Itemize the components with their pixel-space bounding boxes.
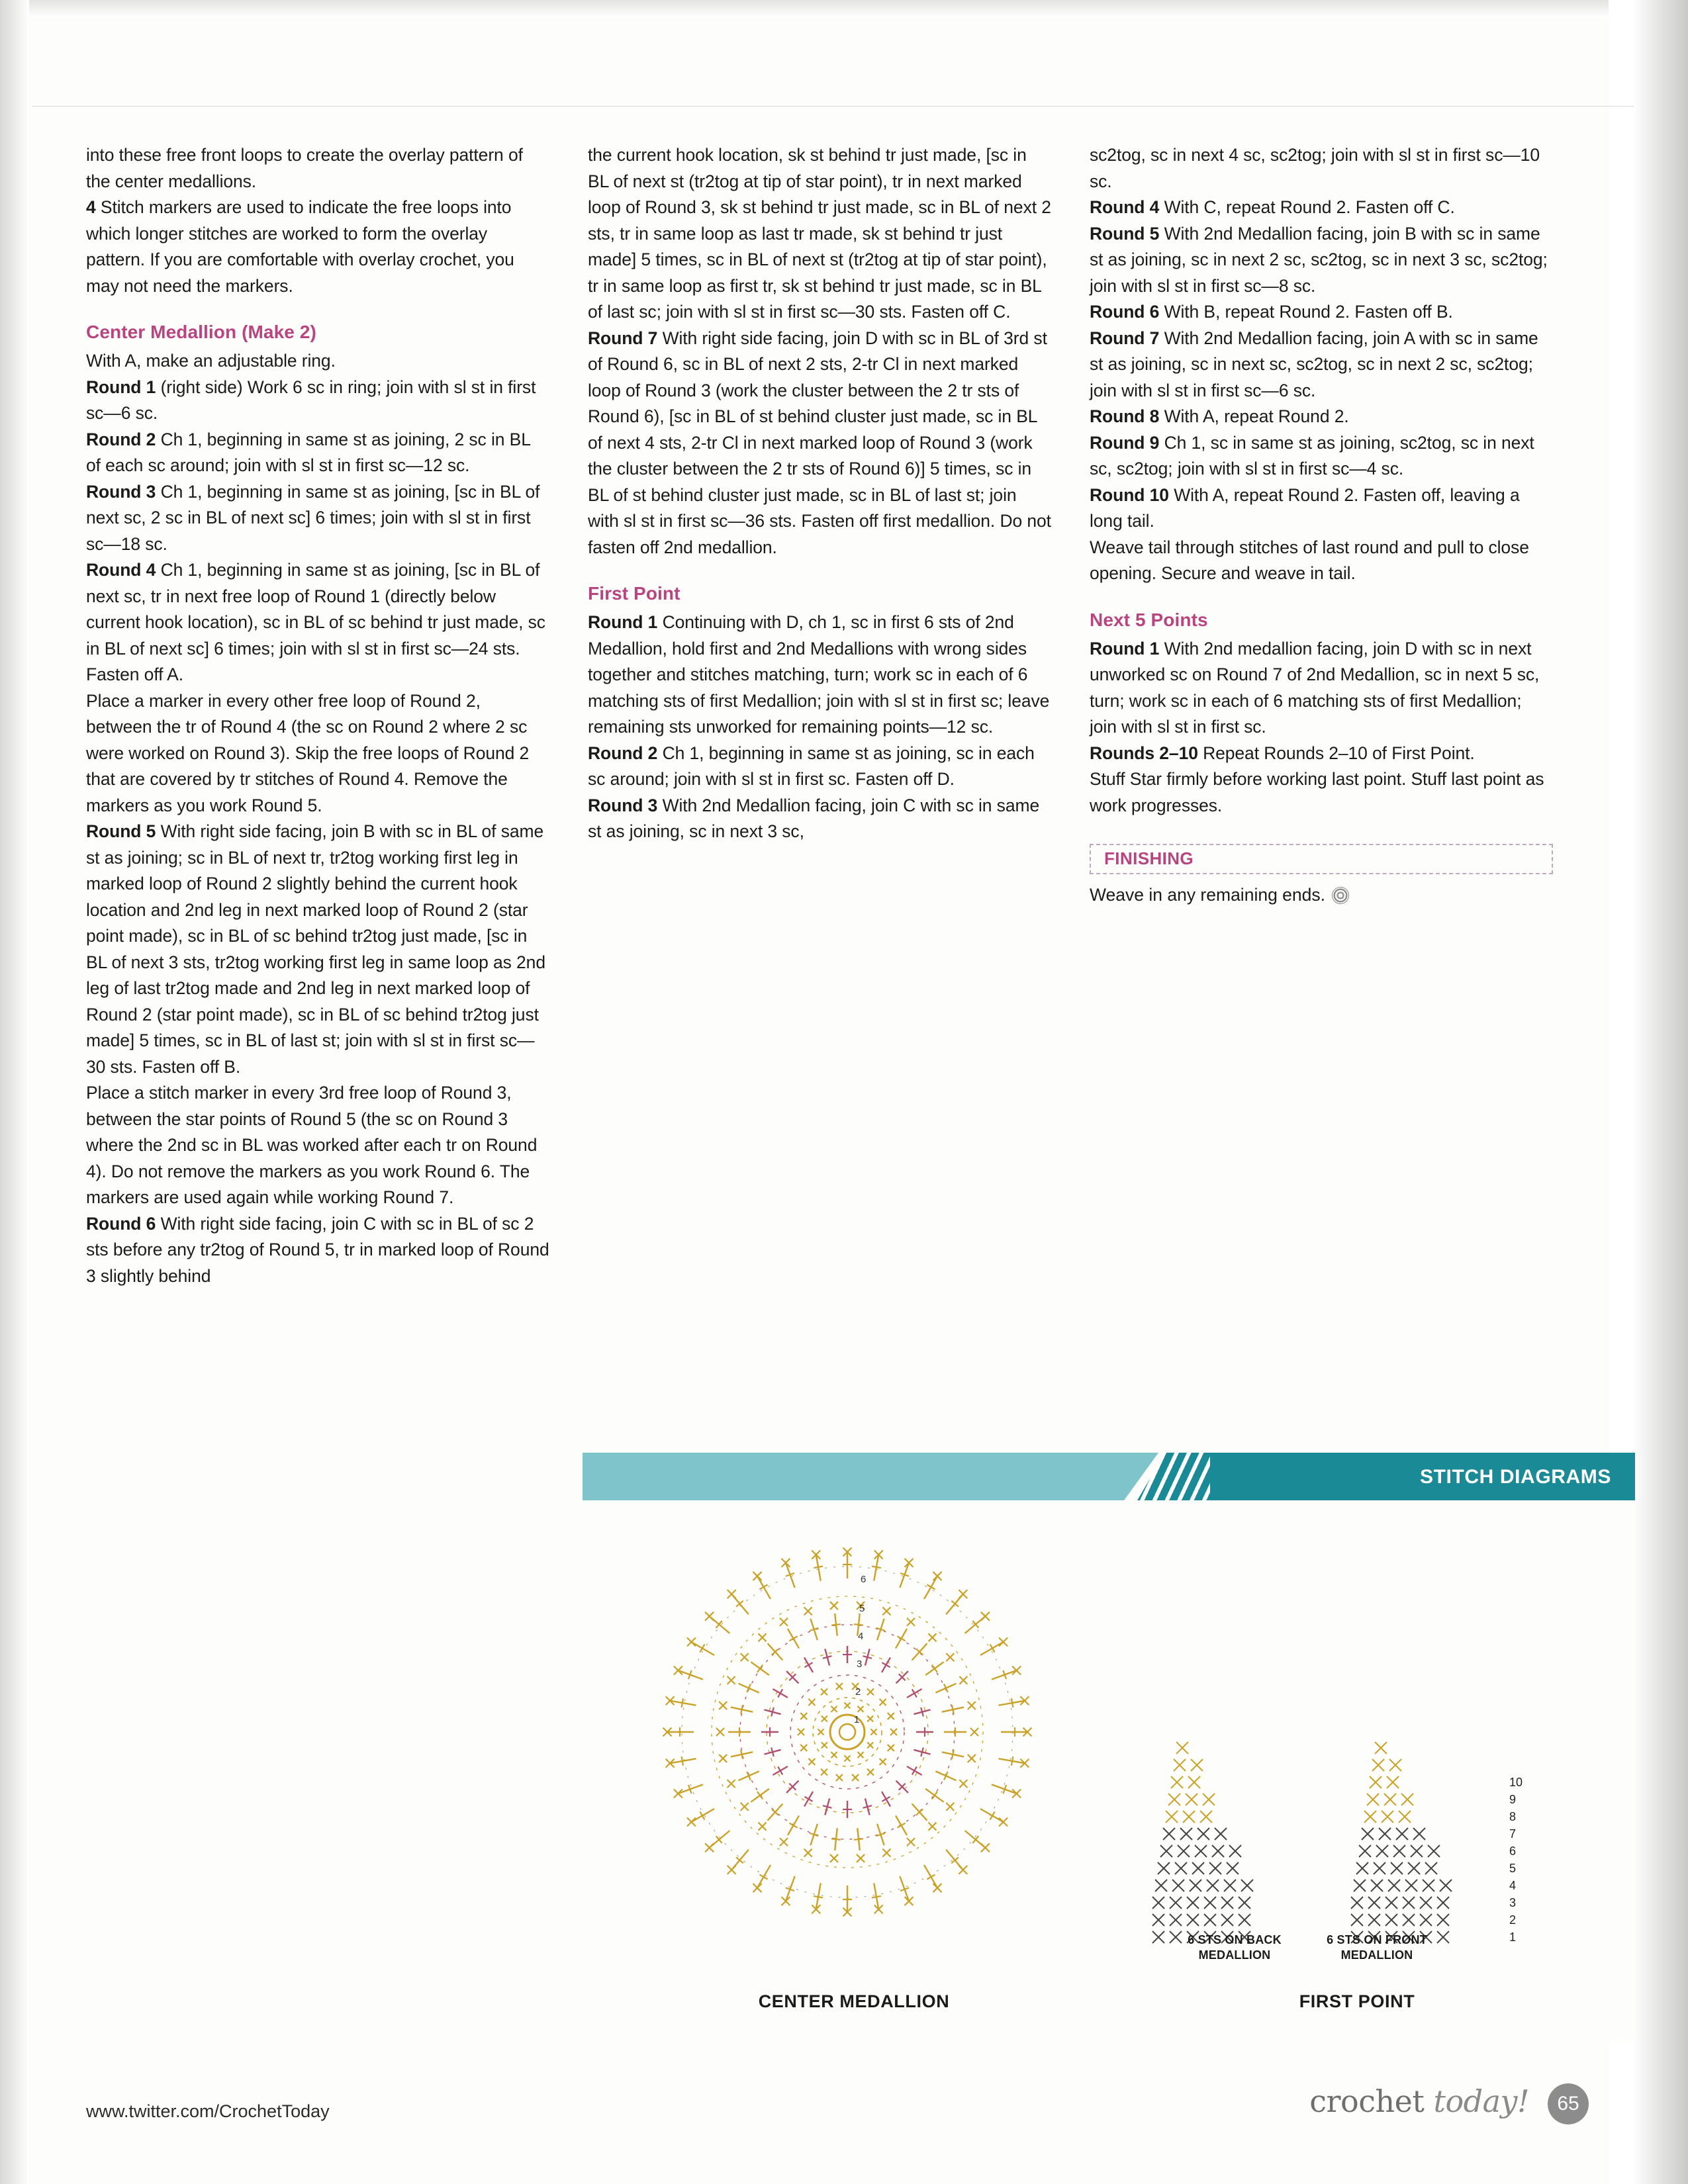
finishing-label: FINISHING [1100, 848, 1197, 869]
paragraph: the current hook location, sk st behind tr just made, [sc in BL of next st (tr2tog at tip of star point), tr in next marked loop of Round 3, sk st behind tr just made, sc in BL of next 2 sts, tr in same loop as last tr made, sk st behind tr just made] 5 times, sc in BL of next st (tr2tog at tip of star point), tr in same loop as first tr, sk st behind tr just made, sc in BL of last sc; join with sl st in first sc—30 sts. Fasten off C. [588, 145, 1051, 322]
diagram-area [583, 1500, 1635, 2042]
paragraph [1090, 299, 1553, 326]
finishing-box [1090, 844, 1553, 874]
round-label: Round 2 [86, 429, 156, 449]
round-label: Round 8 [1090, 406, 1160, 426]
round-label: Round 4 [1090, 197, 1160, 217]
stitch-diagrams-banner [583, 1453, 1635, 1500]
svg-text:1: 1 [1509, 1931, 1517, 1944]
first-point-diagram [1112, 1514, 1575, 1977]
three-column-layout [86, 142, 1602, 1289]
marker-count: 4 [86, 197, 96, 217]
brand-main: crochet [1309, 2083, 1425, 2119]
section-heading-center-medallion: Center Medallion (Make 2) [86, 322, 316, 342]
paragraph: Place a marker in every other free loop of Round 2, between the tr of Round 4 (the sc on Round 2 where 2 sc were worked on Round 3). Skip the free loops of Round 2 that are covered by tr stitches of Round 4. Remove the markers as you work Round 5. [86, 690, 530, 815]
paragraph: Place a stitch marker in every 3rd free loop of Round 3, between the star points of Round 5 (the sc on Round 3 where the 2nd sc in BL was worked after each tr on Round 4). Do not remove the markers as you work Round 6. The markers are used again while working Round 7. [86, 1083, 538, 1207]
stitch-diagrams-panel [583, 1453, 1635, 2042]
paragraph-text: With right side facing, join C with sc in BL of sc 2 sts before any tr2tog of Round 5, tr in marked loop of Round 3 slightly behind [86, 1213, 549, 1286]
round-label: Round 3 [86, 481, 156, 502]
paragraph-text: (right side) Work 6 sc in ring; join with sl st in first sc—6 sc. [86, 377, 536, 423]
paragraph [1090, 221, 1553, 300]
caption-center-medallion: CENTER MEDALLION [758, 1991, 950, 2011]
svg-text:6: 6 [1509, 1844, 1517, 1858]
paragraph: into these free front loops to create the overlay pattern of the center medallions. [86, 145, 523, 191]
svg-text:9: 9 [1509, 1793, 1517, 1806]
legend-front-medallion: 6 STS ON FRONT MEDALLION [1327, 1933, 1427, 1962]
paragraph-text: With A, repeat Round 2. [1164, 406, 1349, 426]
svg-text:4: 4 [1509, 1879, 1517, 1892]
magazine-logo [1309, 2083, 1529, 2119]
svg-text:2: 2 [1509, 1913, 1517, 1927]
svg-text:5: 5 [1509, 1862, 1517, 1875]
paragraph-text: Ch 1, beginning in same st as joining, 2 sc in BL of each sc around; join with sl st in first sc—12 sc. [86, 429, 530, 475]
paragraph-text: With 2nd Medallion facing, join C with sc in same st as joining, sc in next 3 sc, [588, 795, 1040, 841]
paragraph-text: With 2nd Medallion facing, join A with sc in same st as joining, sc in next sc, sc2tog, sc in next 2 sc, sc2tog; join with sl st in first sc—6 sc. [1090, 328, 1538, 400]
round-label: Round 5 [1090, 223, 1160, 244]
svg-text:8: 8 [1509, 1810, 1517, 1823]
paragraph: sc2tog, sc in next 4 sc, sc2tog; join with sl st in first sc—10 sc. [1090, 145, 1540, 191]
paragraph-text: Repeat Rounds 2–10 of First Point. [1203, 743, 1475, 763]
paragraph [1090, 326, 1553, 404]
paragraph-text: With right side facing, join B with sc in BL of same st as joining; sc in BL of next tr, tr2tog working first leg in marked loop of Round 2 slightly behind the current hook location and 2nd leg in next marked loop of Round 2 (star point made), sc in BL of sc behind tr2tog just made, [sc in BL of next 3 sts, tr2tog working first leg in same loop as 2nd leg of last tr2tog made and 2nd leg in next marked loop of Round 2 (star point made), sc in BL of sc behind tr2tog just made] 5 times, sc in BL of last st; join with sl st in first sc—30 sts. Fasten off B. [86, 821, 545, 1077]
round-label: Round 3 [588, 795, 658, 815]
header-rule [32, 106, 1634, 107]
stitch-diagrams-title: STITCH DIAGRAMS [1420, 1466, 1611, 1488]
article-content [86, 142, 1602, 1289]
flower-icon [1332, 887, 1349, 904]
paragraph-text: Ch 1, beginning in same st as joining, [sc in BL of next sc, 2 sc in BL of next sc] 6 times; join with sl st in first sc—18 sc. [86, 481, 540, 554]
paragraph: Stuff Star firmly before working last point. Stuff last point as work progresses. [1090, 769, 1544, 815]
center-medallion-diagram [596, 1507, 1099, 1970]
round-label: Rounds 2–10 [1090, 743, 1198, 763]
finishing-section [1090, 844, 1553, 909]
column-three [1090, 142, 1553, 909]
paragraph [588, 741, 1051, 793]
round-label: Round 6 [1090, 302, 1160, 322]
legend-back-medallion: 6 STS ON BACK MEDALLION [1188, 1933, 1282, 1962]
round-label: Round 1 [86, 377, 156, 397]
paragraph-text: With B, repeat Round 2. Fasten off B. [1164, 302, 1453, 322]
section-heading-next-5-points: Next 5 Points [1090, 609, 1208, 630]
paragraph [588, 326, 1051, 561]
paragraph [1090, 430, 1553, 482]
svg-text:3: 3 [857, 1659, 863, 1670]
paragraph [588, 793, 1051, 845]
paragraph-text: Ch 1, sc in same st as joining, sc2tog, sc in next sc, sc2tog; join with sl st in first sc—4 sc. [1090, 432, 1534, 478]
brand-script: today! [1433, 2083, 1529, 2119]
section-heading-first-point: First Point [588, 583, 680, 604]
paragraph [86, 819, 549, 1080]
page-number-badge: 65 [1548, 2083, 1589, 2124]
paragraph [86, 375, 549, 427]
round-label: Round 5 [86, 821, 156, 841]
banner-left-shape [583, 1453, 1158, 1500]
round-label: Round 7 [1090, 328, 1160, 348]
column-two [588, 142, 1051, 845]
paragraph [1090, 404, 1553, 430]
paragraph [1090, 482, 1553, 535]
finishing-text-row [1090, 882, 1553, 909]
round-label: Round 7 [588, 328, 658, 348]
paragraph [86, 1211, 549, 1290]
round-label: Round 4 [86, 560, 156, 580]
paragraph [86, 479, 549, 558]
paragraph: Weave tail through stitches of last round and pull to close opening. Secure and weave in tail. [1090, 537, 1529, 583]
paragraph-text: Ch 1, beginning in same st as joining, sc in each sc around; join with sl st in first sc. Fasten off D. [588, 743, 1035, 789]
paragraph-text: Ch 1, beginning in same st as joining, [sc in BL of next sc, tr in next free loop of Round 1 (directly below current hook location), sc in BL of sc behind tr just made, sc in BL of next sc] 6 times; join with sl st in first sc—24 sts. Fasten off A. [86, 560, 545, 684]
paragraph-text: Continuing with D, ch 1, sc in first 6 sts of 2nd Medallion, hold first and 2nd Medallions with wrong sides together and stitches matching, turn; work sc in each of 6 matching sts of first Medallion; join with sl st in first sc; leave remaining sts unworked for remaining points—12 sc. [588, 612, 1050, 737]
finishing-text: Weave in any remaining ends. [1090, 885, 1325, 905]
round-label: Round 2 [588, 743, 658, 763]
round-label: Round 9 [1090, 432, 1160, 453]
paragraph [86, 557, 549, 688]
paragraph-text: With A, repeat Round 2. Fasten off, leaving a long tail. [1090, 484, 1520, 531]
round-label: Round 1 [1090, 638, 1160, 659]
paragraph [1090, 741, 1553, 767]
footer-url[interactable]: www.twitter.com/CrochetToday [86, 2101, 330, 2121]
scan-edge-top [0, 0, 1688, 17]
svg-text:3: 3 [1509, 1896, 1517, 1909]
paragraph-text: With right side facing, join D with sc in BL of 3rd st of Round 6, sc in BL of next 2 sts, 2-tr Cl in next marked loop of Round 3 (work the cluster between the 2 tr sts of Round 6), [sc in BL of st behind cluster just made, sc in BL of next 4 sts, 2-tr Cl in next marked loop of Round 3 (work the cluster between the 2 tr sts of Round 6)] 5 times, sc in BL of st behind cluster just made, sc in BL of last st; join with sl st in first sc—36 sts. Fasten off first medallion. Do not fasten off 2nd medallion. [588, 328, 1051, 557]
column-one [86, 142, 549, 1289]
paragraph-text: With 2nd Medallion facing, join B with sc in same st as joining, sc in next 2 sc, sc2tog, sc in next 3 sc, sc2tog; join with sl st in first sc—8 sc. [1090, 223, 1548, 296]
paragraph-text: Stitch markers are used to indicate the free loops into which longer stitches are worked to form the overlay pattern. If you are comfortable with overlay crochet, you may not need the markers. [86, 197, 514, 296]
round-label: Round 10 [1090, 484, 1169, 505]
svg-text:6: 6 [861, 1574, 867, 1585]
svg-text:4: 4 [858, 1631, 864, 1642]
paragraph-text: With 2nd medallion facing, join D with sc in next unworked sc on Round 7 of 2nd Medallion, sc in next 5 sc, turn; work sc in each of 6 matching sts of first Medallion; join with sl st in first sc. [1090, 638, 1540, 737]
paragraph [86, 195, 549, 299]
paragraph-text: With C, repeat Round 2. Fasten off C. [1164, 197, 1455, 217]
svg-text:7: 7 [1509, 1827, 1517, 1841]
paragraph [1090, 195, 1553, 221]
scan-edge-left [0, 0, 29, 2184]
caption-first-point: FIRST POINT [1299, 1991, 1415, 2011]
paragraph [86, 427, 549, 479]
round-label: Round 1 [588, 612, 658, 632]
svg-text:1: 1 [854, 1714, 860, 1725]
round-label: Round 6 [86, 1213, 156, 1234]
svg-text:5: 5 [859, 1603, 865, 1614]
svg-text:10: 10 [1509, 1776, 1523, 1789]
paragraph: With A, make an adjustable ring. [86, 351, 336, 371]
svg-text:2: 2 [855, 1686, 861, 1698]
paragraph [588, 610, 1051, 741]
paragraph [1090, 636, 1553, 741]
